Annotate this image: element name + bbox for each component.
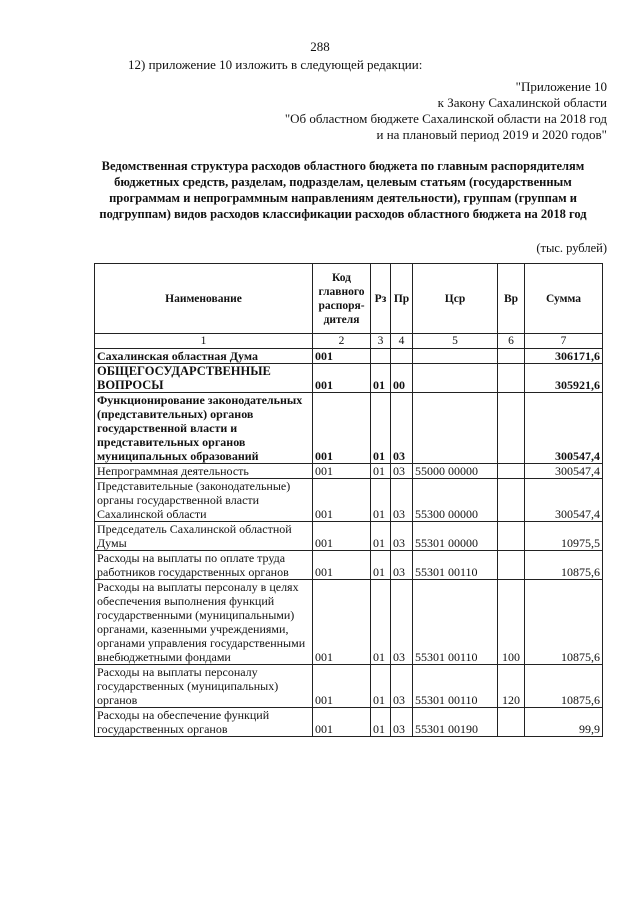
row-vr (498, 464, 525, 479)
title-line: программам и непрограммным направлениям деятельности), группам (группам и (109, 191, 577, 205)
table-row (95, 479, 603, 522)
row-rz: 01 (371, 551, 391, 580)
appendix-line: "Приложение 10 (515, 79, 607, 94)
document-title (88, 158, 598, 222)
row-name: Расходы на обеспечение функций государственных органов (95, 708, 313, 737)
row-sum: 99,9 (525, 708, 603, 737)
row-csr: 55301 00190 (413, 708, 498, 737)
column-number: 3 (371, 334, 391, 349)
row-pr: 03 (391, 665, 413, 708)
row-vr (498, 349, 525, 364)
row-rz: 01 (371, 708, 391, 737)
row-code: 001 (313, 708, 371, 737)
row-name: Расходы на выплаты персоналу государственных (муниципальных) органов (95, 665, 313, 708)
table-row (95, 522, 603, 551)
row-vr (498, 479, 525, 522)
row-vr (498, 522, 525, 551)
row-csr: 55301 00110 (413, 551, 498, 580)
table-row (95, 349, 603, 364)
appendix-line: "Об областном бюджете Сахалинской области на 2018 год (284, 111, 607, 126)
row-code: 001 (313, 349, 371, 364)
intro-line: 12) приложение 10 изложить в следующей редакции: (128, 57, 423, 72)
row-name: Расходы на выплаты персоналу в целях обеспечения выполнения функций государственными (муниципальными) органами, казенными учреждениями, органами управления государственными внебюджетными фондами (95, 580, 313, 665)
page-number: 288 (310, 39, 330, 54)
row-rz: 01 (371, 522, 391, 551)
title-line: подгруппам) видов расходов классификации расходов областного бюджета на 2018 год (99, 207, 587, 221)
header-vr: Вр (498, 264, 525, 334)
row-name: Представительные (законодательные) органы государственной власти Сахалинской области (95, 479, 313, 522)
row-rz (371, 349, 391, 364)
units-label: (тыс. рублей) (536, 241, 607, 255)
row-rz: 01 (371, 393, 391, 464)
header-code: Код главного распоря-дителя (313, 264, 371, 334)
appendix-reference (285, 79, 607, 143)
row-pr: 03 (391, 464, 413, 479)
row-pr (391, 349, 413, 364)
row-sum: 10875,6 (525, 551, 603, 580)
column-number: 1 (95, 334, 313, 349)
appendix-line: и на плановый период 2019 и 2020 годов" (376, 127, 607, 142)
row-code: 001 (313, 464, 371, 479)
row-pr: 03 (391, 580, 413, 665)
row-sum: 10875,6 (525, 580, 603, 665)
row-rz: 01 (371, 364, 391, 393)
table-row (95, 551, 603, 580)
row-pr: 03 (391, 393, 413, 464)
column-number-row (95, 334, 603, 349)
table-row (95, 393, 603, 464)
table-row (95, 708, 603, 737)
row-csr (413, 364, 498, 393)
row-vr: 100 (498, 580, 525, 665)
row-sum: 306171,6 (525, 349, 603, 364)
row-rz: 01 (371, 479, 391, 522)
row-sum: 10975,5 (525, 522, 603, 551)
row-name: Сахалинская областная Дума (95, 349, 313, 364)
row-vr (498, 708, 525, 737)
row-sum: 300547,4 (525, 479, 603, 522)
row-csr (413, 349, 498, 364)
header-csr: Цср (413, 264, 498, 334)
row-code: 001 (313, 522, 371, 551)
table-row (95, 464, 603, 479)
row-name: Непрограммная деятельность (95, 464, 313, 479)
title-line: Ведомственная структура расходов областного бюджета по главным распорядителям (101, 159, 585, 173)
row-name: Председатель Сахалинской областной Думы (95, 522, 313, 551)
row-pr: 03 (391, 551, 413, 580)
column-number: 6 (498, 334, 525, 349)
table-row (95, 364, 603, 393)
row-vr: 120 (498, 665, 525, 708)
column-number: 4 (391, 334, 413, 349)
row-csr: 55301 00110 (413, 665, 498, 708)
row-rz: 01 (371, 464, 391, 479)
row-code: 001 (313, 393, 371, 464)
row-sum: 300547,4 (525, 393, 603, 464)
row-rz: 01 (371, 580, 391, 665)
row-code: 001 (313, 580, 371, 665)
header-name: Наименование (95, 264, 313, 334)
row-csr: 55300 00000 (413, 479, 498, 522)
table-row (95, 580, 603, 665)
row-code: 001 (313, 479, 371, 522)
row-sum: 305921,6 (525, 364, 603, 393)
column-number: 5 (413, 334, 498, 349)
row-csr: 55000 00000 (413, 464, 498, 479)
title-line: бюджетных средств, разделам, подразделам, целевым статьям (государственным (114, 175, 572, 189)
row-sum: 10875,6 (525, 665, 603, 708)
row-name: Расходы на выплаты по оплате труда работников государственных органов (95, 551, 313, 580)
table-row (95, 665, 603, 708)
row-name: ОБЩЕГОСУДАРСТВЕННЫЕ ВОПРОСЫ (95, 364, 313, 393)
header-row (95, 264, 603, 334)
row-csr: 55301 00110 (413, 580, 498, 665)
row-pr: 03 (391, 522, 413, 551)
row-code: 001 (313, 665, 371, 708)
column-number: 2 (313, 334, 371, 349)
appendix-line: к Закону Сахалинской области (437, 95, 607, 110)
column-number: 7 (525, 334, 603, 349)
header-rz: Рз (371, 264, 391, 334)
row-csr: 55301 00000 (413, 522, 498, 551)
row-vr (498, 364, 525, 393)
row-pr: 03 (391, 708, 413, 737)
row-vr (498, 551, 525, 580)
header-sum: Сумма (525, 264, 603, 334)
row-vr (498, 393, 525, 464)
row-pr: 00 (391, 364, 413, 393)
row-code: 001 (313, 551, 371, 580)
row-pr: 03 (391, 479, 413, 522)
row-sum: 300547,4 (525, 464, 603, 479)
row-csr (413, 393, 498, 464)
header-pr: Пр (391, 264, 413, 334)
row-rz: 01 (371, 665, 391, 708)
row-code: 001 (313, 364, 371, 393)
expenditure-table (94, 263, 603, 737)
row-name: Функционирование законодательных (представительных) органов государственной власти и представительных органов муниципальных образований (95, 393, 313, 464)
